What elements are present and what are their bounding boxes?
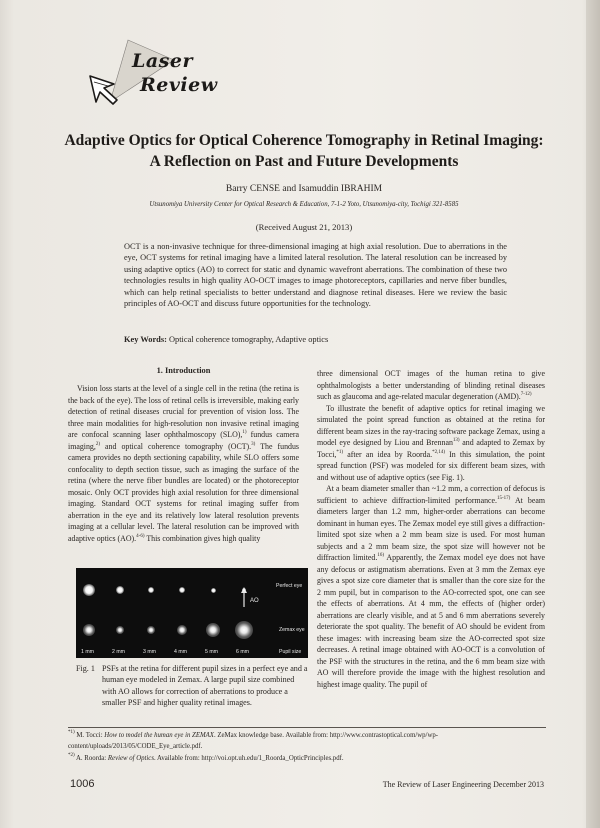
pupil-size-label: 6 mm bbox=[236, 649, 249, 655]
pupil-size-label: 1 mm bbox=[81, 649, 94, 655]
psf-spot-zemax bbox=[235, 621, 253, 639]
keywords-label: Key Words: bbox=[124, 335, 167, 344]
psf-spot-zemax bbox=[83, 624, 95, 636]
paragraph: Vision loss starts at the level of a single cell in the retina (the retina is the back of the eye). The loss of retinal cells is irreversible, making early detection of retinal diseases crucial for prevention of vision loss. The three main modalities for high-resolution non invasive retinal imaging are confocal scanning laser ophthalmoscopy (SLO),$^{1)}$ fundus camera imaging,$^{2)}$ and optical coherence tomography (OCT).$^{3)}$ The fundus camera provides no depth sectioning capability, while SLO offers some confocality to depth section tissue, such as imaging the surface of the retina (where the nerve fiber bundles are located) or the photoreceptor mosaic. Only OCT provides high axial resolution for three dimensional imaging. Standard OCT systems for retinal imaging suffer from aberration in the eye and its relatively low lateral resolution prevents imaging at a cellular level. The lateral resolution can be improved with adaptive optics (AO).$^{4-6)}$ This combination gives high quality bbox=[68, 384, 299, 543]
footnote-2: $^{*2)}$ A. Roorda: Review of Optics. Available from: http://voi.opt.uh.edu/1_Roorda_OpticPrinciples.pdf. bbox=[68, 753, 344, 762]
psf-spot-zemax bbox=[116, 626, 124, 634]
article-title-line1: Adaptive Optics for Optical Coherence Tomography in Retinal Imaging: bbox=[64, 132, 544, 149]
footnote-1: $^{*1)}$ M. Tocci: How to model the human eye in ZEMAX. ZeMax knowledge base. Available from: http://www.contrastoptical.com/wp/wp-content/uploads/2013/05/CODE_Eye_article.pdf. bbox=[68, 730, 439, 750]
paragraph: To illustrate the benefit of adaptive optics for retinal imaging we simulated the point spread function as obtained at the retina for different beam sizes in the ray-tracing software package Zemax, using a model eye designed by Liou and Brennan$^{13)}$ and adapted to Zemax by Tocci,$^{*1)}$ after an idea by Roorda.$^{*2,14)}$ In this simulation, the point spread function (PSF) was modeled for six different beam sizes, with and without use of adaptive optics (see Fig. 1). bbox=[317, 403, 545, 482]
footnote-rule bbox=[68, 727, 546, 728]
label-pupil-size: Pupil size bbox=[279, 649, 302, 655]
figure-psf-image bbox=[76, 568, 308, 658]
page-number: 1006 bbox=[70, 778, 95, 790]
journal-footer: The Review of Laser Engineering December 2013 bbox=[382, 780, 544, 789]
authors: Barry CENSE and Isamuddin IBRAHIM bbox=[225, 184, 383, 194]
psf-spot-zemax bbox=[177, 625, 187, 635]
left-column bbox=[68, 383, 299, 544]
psf-spot-perfect bbox=[116, 586, 124, 594]
pupil-size-label: 3 mm bbox=[143, 649, 156, 655]
label-perfect-eye: Perfect eye bbox=[276, 583, 303, 589]
facing-page-edge bbox=[586, 0, 600, 828]
psf-spot-perfect bbox=[83, 584, 95, 596]
psf-spot-perfect bbox=[179, 587, 185, 593]
pupil-size-label: 5 mm bbox=[205, 649, 218, 655]
figure-number: Fig. 1 bbox=[76, 664, 95, 673]
psf-spot-zemax bbox=[206, 623, 220, 637]
paragraph: three dimensional OCT images of the human retina to give ophthalmologists a better understanding of blinding retinal diseases such as glaucoma and age-related macular degeneration (AMD).$^{7-12)}$ bbox=[317, 369, 545, 401]
received-date: (Received August 21, 2013) bbox=[255, 222, 353, 232]
label-ao: AO bbox=[250, 598, 259, 604]
paragraph: At a beam diameter smaller than ~1.2 mm, a correction of defocus is sufficient to achieve diffraction-limited performance.$^{15-17)}$ At beam diameters larger than 1.2 mm, higher-order aberrations can become dominant in human eyes. The Zemax model eye still gives a diffraction-limited spot size when a 2 mm beam size is used. For most human subjects and a 2 mm beam size, the spot size will however not be diffraction limited.$^{16)}$ Apparently, the Zemax model eye does not have any defocus or astigmatism aberrations. Even at 3 mm the Zemax eye gives a spot size core diameter that is smaller than the core size for the 2 mm pupil, but in comparison to the AO-corrected spot, one can see the effects of aberrations. At 4 mm, the effects of (higher order) aberrations are clearly visible, and at 5 and 6 mm aberrations severely deteriorate the spot quality. The benefit of AO should be evident from these images: with increasing beam size the AO-corrected spot size decreases. A retinal image obtained with AO-OCT is a convolution of the PSF with the structures in the retina, and the 6 mm beam size with AO will therefore provide the image with the highest resolution and highest image quality. The pupil of bbox=[317, 484, 545, 689]
figure-caption bbox=[76, 663, 308, 709]
label-zemax-eye: Zemax eye bbox=[279, 627, 305, 633]
figure-caption-text: PSFs at the retina for different pupil sizes in a perfect eye and a human eye modeled in Zemax. A large pupil size combined with AO allows for correction of aberrations to produce a smaller PSF and higher quality retinal images. bbox=[102, 664, 308, 708]
logo-word-laser: Laser bbox=[132, 50, 193, 72]
psf-spot-perfect bbox=[148, 587, 154, 593]
pupil-size-label: 4 mm bbox=[174, 649, 187, 655]
article-title-line2: A Reflection on Past and Future Developments bbox=[149, 153, 459, 170]
keywords-text: Optical coherence tomography, Adaptive optics bbox=[168, 335, 329, 344]
right-column bbox=[317, 368, 545, 690]
laser-review-logo bbox=[84, 36, 224, 116]
keywords bbox=[124, 335, 328, 344]
section-heading-introduction: 1. Introduction bbox=[156, 366, 211, 375]
logo-word-review: Review bbox=[140, 74, 218, 96]
abstract: OCT is a non-invasive technique for three-dimensional imaging at high axial resolution. Due to aberrations in the eye, OCT systems for retinal imaging have a limited lateral resolution. The lateral resolution can be increased by using adaptive optics (AO) to correct for static and dynamic wavefront aberrations. The combination of these two technologies results in high quality AO-OCT images to image photoreceptors, capillaries and nerve fiber bundles, which can help retinal specialists to better understand and diagnose retinal diseases. Here we review the basic principles of AO-OCT and discuss future opportunities for the technology. bbox=[124, 242, 507, 309]
psf-spot-perfect bbox=[211, 588, 216, 593]
affiliation: Utsunomiya University Center for Optical Research & Education, 7-1-2 Yoto, Utsunomiya-city, Tochigi 321-8585 bbox=[149, 201, 459, 208]
psf-spot-perfect bbox=[242, 588, 246, 592]
pupil-size-label: 2 mm bbox=[112, 649, 125, 655]
psf-spot-zemax bbox=[147, 626, 155, 634]
